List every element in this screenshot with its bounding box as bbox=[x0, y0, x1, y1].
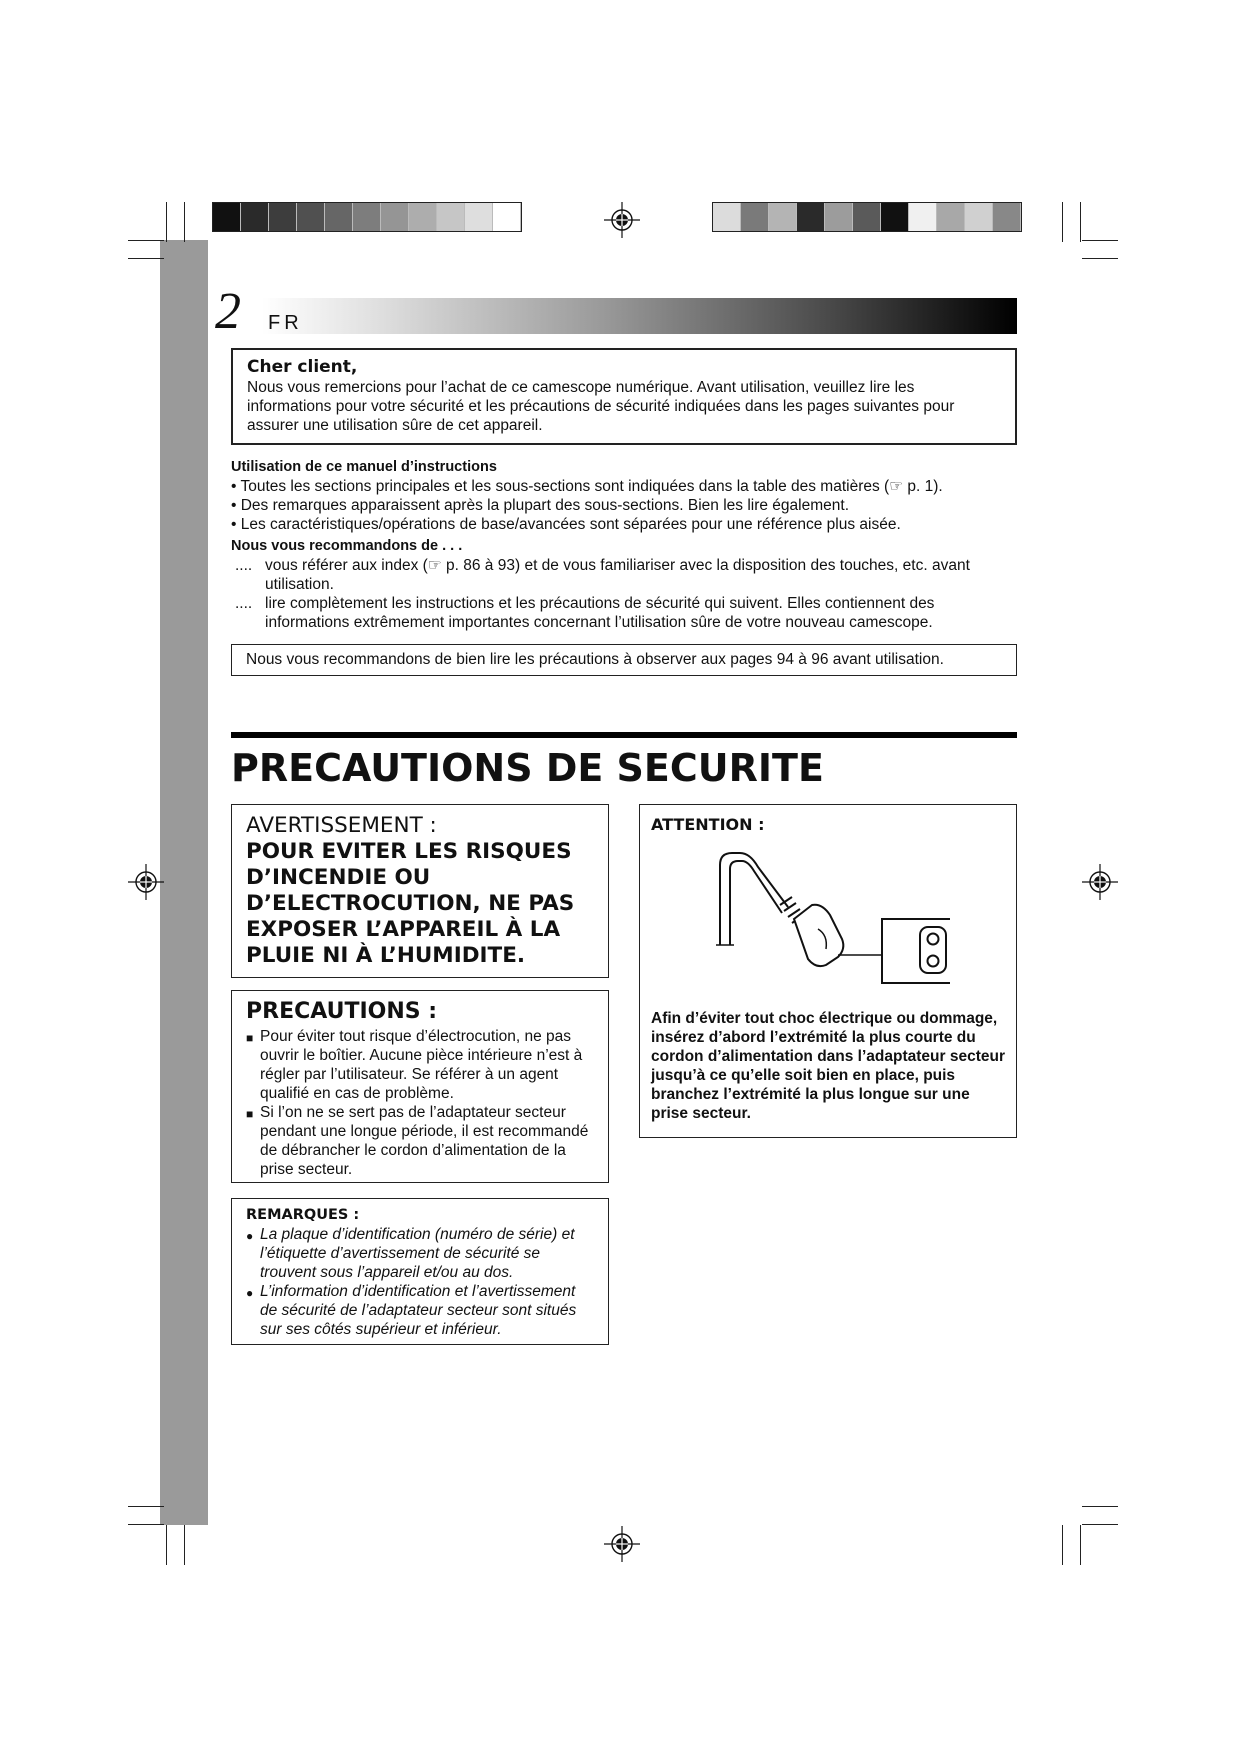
warning-line: D’ELECTROCUTION, NE PAS bbox=[246, 891, 575, 916]
header-gradient-band bbox=[262, 298, 1017, 334]
crop-mark bbox=[184, 202, 185, 242]
crop-mark bbox=[1080, 1525, 1081, 1565]
crop-mark bbox=[1082, 258, 1118, 259]
crop-mark bbox=[128, 258, 164, 259]
precaution-text: Si l’on ne se sert pas de l’adaptateur secteur pendant une longue période, il est recommandé de débrancher le cordon d’alimentation de la prise secteur. bbox=[260, 1104, 589, 1178]
round-bullet-icon: ● bbox=[246, 1286, 254, 1300]
manual-usage-heading: Utilisation de ce manuel d’instructions bbox=[231, 459, 497, 475]
remark-item bbox=[246, 1225, 594, 1282]
recommend-item bbox=[231, 594, 1017, 632]
intro-box bbox=[231, 348, 1017, 445]
square-bullet-icon: ■ bbox=[246, 1031, 254, 1045]
remark-text: La plaque d’identification (numéro de série) et l’étiquette d’avertissement de sécurité se trouvent sous l’appareil et/ou au dos. bbox=[260, 1226, 575, 1281]
attention-text: Afin d’éviter tout choc électrique ou dommage, insérez d’abord l’extrémité la plus courte du cordon d’alimentation dans l’adaptateur secteur jusqu’à ce qu’elle soit bien en place, puis branchez l’extrémité la plus longue sur une prise secteur. bbox=[651, 1010, 1005, 1122]
precautions-box bbox=[231, 990, 609, 1183]
warning-line: D’INCENDIE OU bbox=[246, 865, 431, 890]
remarks-heading: REMARQUES : bbox=[246, 1207, 360, 1223]
precaution-item bbox=[246, 1027, 594, 1103]
warning-line: POUR EVITER LES RISQUES bbox=[246, 839, 572, 864]
page-number: 2 bbox=[215, 283, 241, 340]
registration-mark-icon bbox=[604, 1526, 640, 1562]
recommend-marker: .... bbox=[235, 557, 253, 574]
manual-usage-section bbox=[231, 458, 1017, 632]
crop-mark bbox=[128, 1506, 164, 1507]
round-bullet-icon: ● bbox=[246, 1229, 254, 1243]
color-calibration-bar-right bbox=[712, 202, 1022, 232]
remark-item bbox=[246, 1282, 594, 1339]
warning-heading: AVERTISSEMENT : bbox=[246, 813, 437, 838]
remark-text: L’information d’identification et l’avertissement de sécurité de l’adaptateur secteur sont situés sur ses côtés supérieur et inférieur. bbox=[260, 1283, 577, 1338]
intro-line: assurer une utilisation sûre de cet appareil. bbox=[247, 417, 543, 434]
crop-mark bbox=[184, 1525, 185, 1565]
registration-mark-icon bbox=[1082, 864, 1118, 900]
read-precautions-note: Nous vous recommandons de bien lire les précautions à observer aux pages 94 à 96 avant utilisation. bbox=[231, 644, 1017, 676]
intro-heading: Cher client, bbox=[247, 357, 358, 377]
recommend-heading: Nous vous recommandons de . . . bbox=[231, 538, 463, 554]
language-code: FR bbox=[268, 312, 303, 334]
warning-box bbox=[231, 804, 609, 978]
manual-usage-bullet: • Toutes les sections principales et les sous-sections sont indiquées dans la table des matières (☞ p. 1). bbox=[231, 478, 943, 495]
crop-mark bbox=[166, 1525, 167, 1565]
crop-mark bbox=[1082, 1524, 1118, 1525]
crop-mark bbox=[1082, 240, 1118, 241]
crop-mark bbox=[166, 202, 167, 242]
registration-mark-icon bbox=[604, 202, 640, 238]
section-title: PRECAUTIONS DE SECURITE bbox=[231, 746, 824, 790]
recommend-marker: .... bbox=[235, 595, 253, 612]
crop-mark bbox=[1062, 1525, 1063, 1565]
manual-usage-bullet: • Les caractéristiques/opérations de base/avancées sont séparées pour une référence plus aisée. bbox=[231, 516, 901, 533]
section-rule bbox=[231, 732, 1017, 738]
recommend-text: vous référer aux index (☞ p. 86 à 93) et de vous familiariser avec la disposition des touches, etc. avant utilisation. bbox=[265, 557, 970, 593]
crop-mark bbox=[1082, 1506, 1118, 1507]
intro-line: informations pour votre sécurité et les précautions de sécurité indiquées dans les pages suivantes pour bbox=[247, 398, 955, 415]
warning-line: EXPOSER L’APPAREIL À LA bbox=[246, 917, 561, 942]
crop-mark bbox=[128, 1524, 164, 1525]
recommend-item bbox=[231, 556, 1017, 594]
recommend-text: lire complètement les instructions et les précautions de sécurité qui suivent. Elles contiennent des informations extrêmement importantes concernant l’utilisation sûre de votre nouveau camescope. bbox=[265, 595, 935, 631]
precautions-heading: PRECAUTIONS : bbox=[246, 999, 438, 1024]
manual-usage-bullet: • Des remarques apparaissent après la plupart des sous-sections. Bien les lire également. bbox=[231, 497, 849, 514]
warning-line: PLUIE NI À L’HUMIDITE. bbox=[246, 943, 526, 968]
intro-line: Nous vous remercions pour l’achat de ce camescope numérique. Avant utilisation, veuillez lire les bbox=[247, 379, 915, 396]
crop-mark bbox=[1080, 202, 1081, 242]
page-side-tab bbox=[160, 240, 208, 1525]
color-calibration-bar-left bbox=[212, 202, 522, 232]
power-cord-illustration-icon bbox=[710, 845, 950, 1005]
registration-mark-icon bbox=[128, 864, 164, 900]
remarks-box bbox=[231, 1198, 609, 1345]
attention-heading: ATTENTION : bbox=[651, 815, 765, 834]
crop-mark bbox=[1062, 202, 1063, 242]
attention-box bbox=[639, 804, 1017, 1138]
square-bullet-icon: ■ bbox=[246, 1107, 254, 1121]
crop-mark bbox=[128, 240, 164, 241]
precaution-text: Pour éviter tout risque d’électrocution, ne pas ouvrir le boîtier. Aucune pièce intérieure n’est à régler par l’utilisateur. Se référer à un agent qualifié en cas de problème. bbox=[260, 1028, 583, 1102]
precaution-item bbox=[246, 1103, 594, 1179]
